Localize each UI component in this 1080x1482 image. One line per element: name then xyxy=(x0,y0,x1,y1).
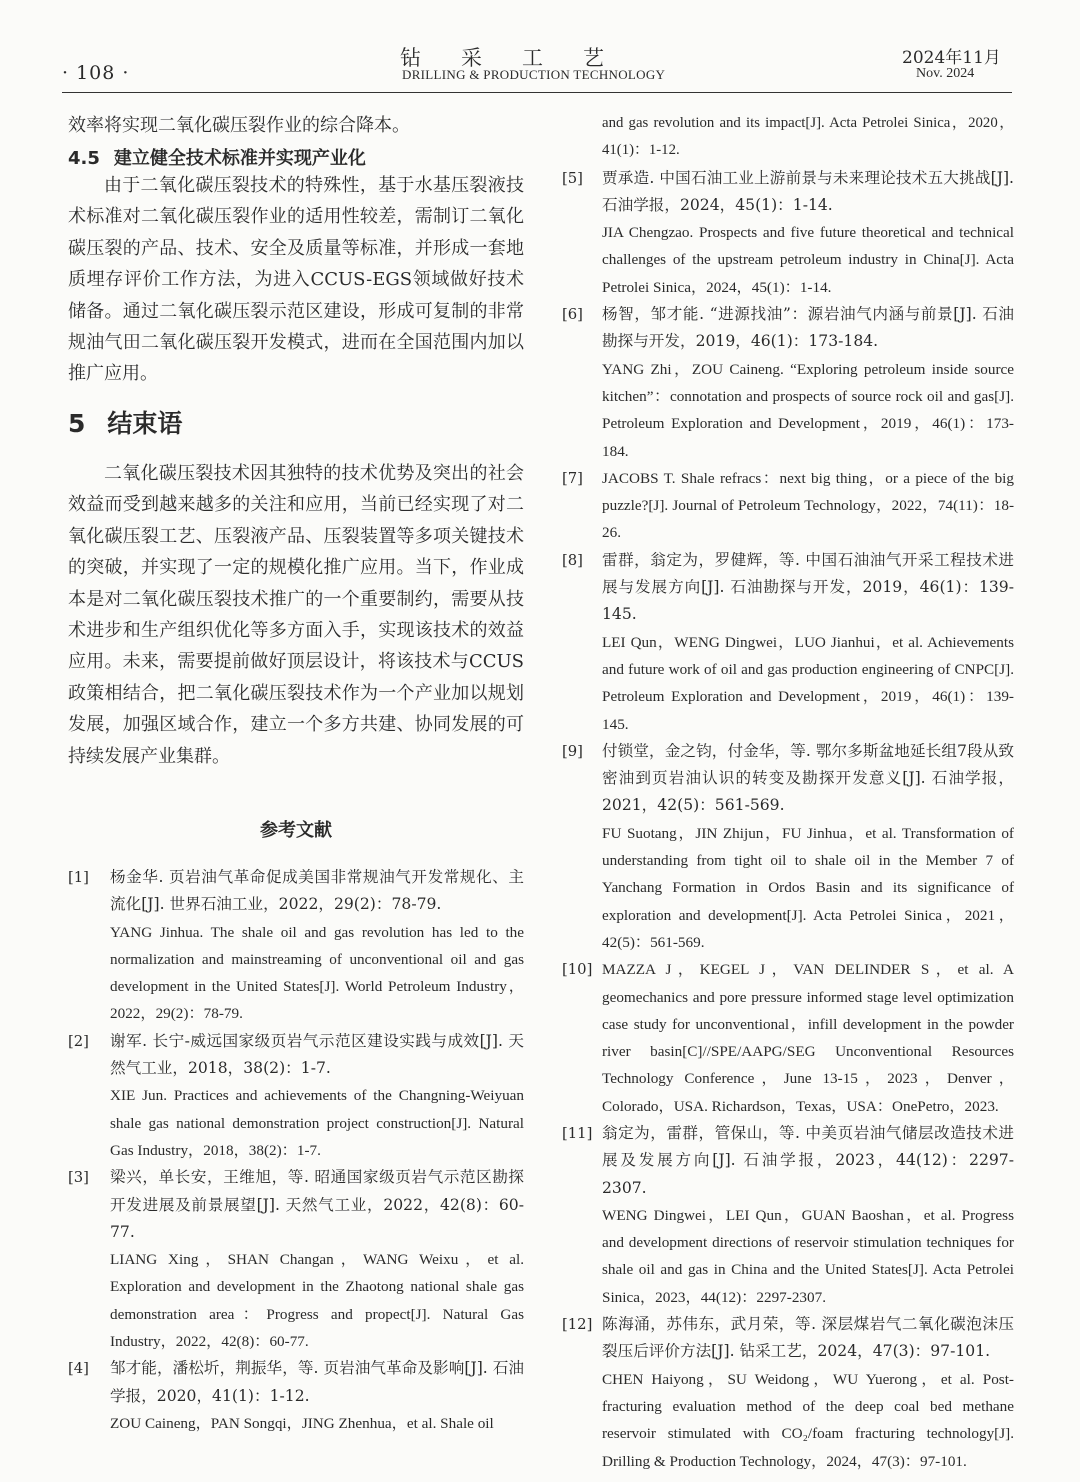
reference-en: XIE Jun. Practices and achievements of the Changning-Weiyuan shale gas national demonstration project construction[J]. Natural Gas Industry，2018，38(2)：1-7. xyxy=(110,1087,524,1159)
reference-item xyxy=(562,738,1014,956)
reference-en: LEI Qun，WENG Dingwei，LUO Jianhui，et al. Achievements and future work of oil and gas production engineering of CNPC[J]. Petroleum Exploration and Development，2019，46(1)：139-145. xyxy=(602,633,1014,733)
subsection-number: 4.5 xyxy=(68,148,100,169)
reference-number: [7] xyxy=(562,469,583,487)
reference-cn: 谢军. 长宁-威远国家级页岩气示范区建设实践与成效[J]. 天然气工业，2018，38(2)：1-7. xyxy=(110,1031,524,1078)
reference-en: MAZZA J，KEGEL J，VAN DELINDER S，et al. A geomechanics and pore pressure informed stage level optimization case study for unconventional，infill development in the powder river basin[C]//SPE/AAPG/SEG Unconventional Resources Technology Conference，June 13-15，2023，Denver，Colorado，USA. Richardson，Texas，USA：OnePetro，2023. xyxy=(602,961,1014,1115)
reference-cn: 杨金华. 页岩油气革命促成美国非常规油气开发常规化、主流化[J]. 世界石油工业，2022，29(2)：78-79. xyxy=(110,868,524,914)
reference-number: [10] xyxy=(562,961,593,979)
reference-item xyxy=(562,547,1014,738)
reference-list-left xyxy=(68,864,524,1437)
subsection-title: 建立健全技术标准并实现产业化 xyxy=(113,148,366,169)
reference-en: ZOU Caineng，PAN Songqi，JING Zhenhua，et al. Shale oil xyxy=(110,1414,494,1432)
reference-en: YANG Jinhua. The shale oil and gas revolution has led to the normalization and mainstreaming of unconventional oil and gas development in the United States[J]. World Petroleum Industry，2022，29(2)：78-79. xyxy=(110,923,524,1023)
reference-number: [9] xyxy=(562,742,583,760)
reference-number: [6] xyxy=(562,306,583,324)
reference-number: [2] xyxy=(68,1032,89,1050)
reference-list-right xyxy=(562,110,1014,1475)
reference-cn: 翁定为，雷群，管保山，等. 中美页岩油气储层改造技术进展及发展方向[J]. 石油学报，2023，44(12)：2297-2307. xyxy=(602,1123,1014,1197)
section-number: 5 xyxy=(68,409,86,438)
reference-en: LIANG Xing，SHAN Changan，WANG Weixu，et al. Exploration and development in the Zhaotong national shale gas demonstration area：Progress and propect[J]. Natural Gas Industry，2022，42(8)：60-77. xyxy=(110,1251,524,1351)
reference-cn: 杨智，邹才能. “进源找油”：源岩油气内涵与前景[J]. 石油勘探与开发，2019，46(1)：173-184. xyxy=(602,305,1014,351)
reference-cn: 邹才能，潘松圻，荆振华，等. 页岩油气革命及影响[J]. 石油学报，2020，41(1)：1-12. xyxy=(110,1359,524,1405)
reference-en: FU Suotang，JIN Zhijun，FU Jinhua，et al. Transformation of understanding from tight oil to shale oil in the Member 7 of Yanchang Formation in Ordos Basin and its significance of exploration and development[J]. Acta Petrolei Sinica，2021，42(5)：561-569. xyxy=(602,824,1014,951)
reference-en: JIA Chengzao. Prospects and five future theoretical and technical challenges of the upstream petroleum industry in China[J]. Acta Petrolei Sinica，2024，45(1)：1-14. xyxy=(602,224,1014,296)
reference-item xyxy=(562,301,1014,465)
header-divider xyxy=(62,92,1012,93)
reference-item xyxy=(68,1164,524,1355)
reference-continuation: and gas revolution and its impact[J]. Acta Petrolei Sinica，2020，41(1)：1-12. xyxy=(602,115,1014,159)
reference-cn: 梁兴，单长安，王维旭，等. 昭通国家级页岩气示范区勘探开发进展及前景展望[J]. 天然气工业，2022，42(8)：60-77. xyxy=(110,1168,524,1241)
reference-en: JACOBS T. Shale refracs：next big thing，or a piece of the big puzzle?[J]. Journal of Petroleum Technology，2022，74(11)：18-26. xyxy=(602,469,1014,542)
reference-number: [3] xyxy=(68,1169,89,1187)
section-title: 结束语 xyxy=(107,409,183,438)
journal-title-cn: 钻采工艺 xyxy=(400,46,644,70)
paragraph-continuation: 效率将实现二氧化碳压裂作业的综合降本。 xyxy=(68,115,410,136)
reference-item xyxy=(562,1120,1014,1311)
reference-en: WENG Dingwei，LEI Qun，GUAN Baoshan，et al. Progress and development directions of reservoir stimulation techniques for shale oil and gas in China and the United States[J]. Acta Petrolei Sinica，2023，44(12)：2297-2307. xyxy=(602,1206,1014,1306)
reference-item xyxy=(562,465,1014,547)
reference-item xyxy=(68,864,524,1028)
subsection-heading-4-5 xyxy=(68,144,524,170)
paragraph-4-5: 由于二氧化碳压裂技术的特殊性，基于水基压裂液技术标准对二氧化碳压裂作业的适用性较差，需制订二氧化碳压裂的产品、技术、安全及质量等标准，并形成一套地质埋存评价工作方法，为进入CCUS-EGS领域做好技术储备。通过二氧化碳压裂示范区建设，形成可复制的非常规油气田二氧化碳压裂开发模式，进而在全国范围内加以推广应用。 xyxy=(68,175,524,385)
reference-en: CHEN Haiyong，SU Weidong，WU Yuerong，et al. Post-fracturing evaluation method of the deep coal bed methane reservoir stimulated with CO₂/foam fracturing technology[J]. Drilling & Production Technology，2024，47(3)：97-101. xyxy=(602,1370,1014,1470)
reference-cn: 陈海涌，苏伟东，武月荣，等. 深层煤岩气二氧化碳泡沫压裂压后评价方法[J]. 钻采工艺，2024，47(3)：97-101. xyxy=(602,1315,1014,1361)
reference-number: [12] xyxy=(562,1316,593,1334)
reference-number: [5] xyxy=(562,169,583,187)
reference-number: [1] xyxy=(68,869,89,886)
reference-item xyxy=(562,165,1014,301)
page-number: · 108 · xyxy=(62,62,130,84)
reference-number: [11] xyxy=(562,1124,593,1142)
reference-number: [8] xyxy=(562,551,583,569)
paragraph-conclusion: 二氧化碳压裂技术因其独特的技术优势及突出的社会效益而受到越来越多的关注和应用，当前已经实现了对二氧化碳压裂工艺、压裂液产品、压裂装置等多项关键技术的突破，并实现了一定的规模化推广应用。当下，作业成本是对二氧化碳压裂技术推广的一个重要制约，需要从技术进步和生产组织优化等多方面入手，实现该技术的效益应用。未来，需要提前做好顶层设计，将该技术与CCUS政策相结合，把二氧化碳压裂技术作为一个产业加以规划发展，加强区域合作，建立一个多方共建、协同发展的可持续发展产业集群。 xyxy=(68,463,524,767)
references-heading: 参考文献 xyxy=(260,820,332,841)
issue-date-cn: 2024年11月 xyxy=(902,48,1001,68)
reference-item xyxy=(562,956,1014,1120)
reference-number: [4] xyxy=(68,1360,89,1378)
reference-cn: 付锁堂，金之钧，付金华，等. 鄂尔多斯盆地延长组7段从致密油到页岩油认识的转变及勘探开发意义[J]. 石油学报，2021，42(5)：561-569. xyxy=(602,741,1014,815)
journal-title-en: DRILLING & PRODUCTION TECHNOLOGY xyxy=(402,67,666,82)
reference-item xyxy=(68,1028,524,1164)
reference-cn: 雷群，翁定为，罗健辉，等. 中国石油油气开采工程技术进展与发展方向[J]. 石油勘探与开发，2019，46(1)：139-145. xyxy=(602,550,1014,624)
reference-item xyxy=(68,1355,524,1437)
reference-item xyxy=(562,1311,1014,1475)
reference-en: YANG Zhi，ZOU Caineng. “Exploring petroleum inside source kitchen”：connotation and prospects of source rock oil and gas[J]. Petroleum Exploration and Development，2019，46(1)：173-184. xyxy=(602,360,1014,460)
reference-cn: 贾承造. 中国石油工业上游前景与未来理论技术五大挑战[J]. 石油学报，2024，45(1)：1-14. xyxy=(602,168,1014,214)
section-heading-5 xyxy=(68,404,524,440)
issue-date-en: Nov. 2024 xyxy=(916,66,975,81)
